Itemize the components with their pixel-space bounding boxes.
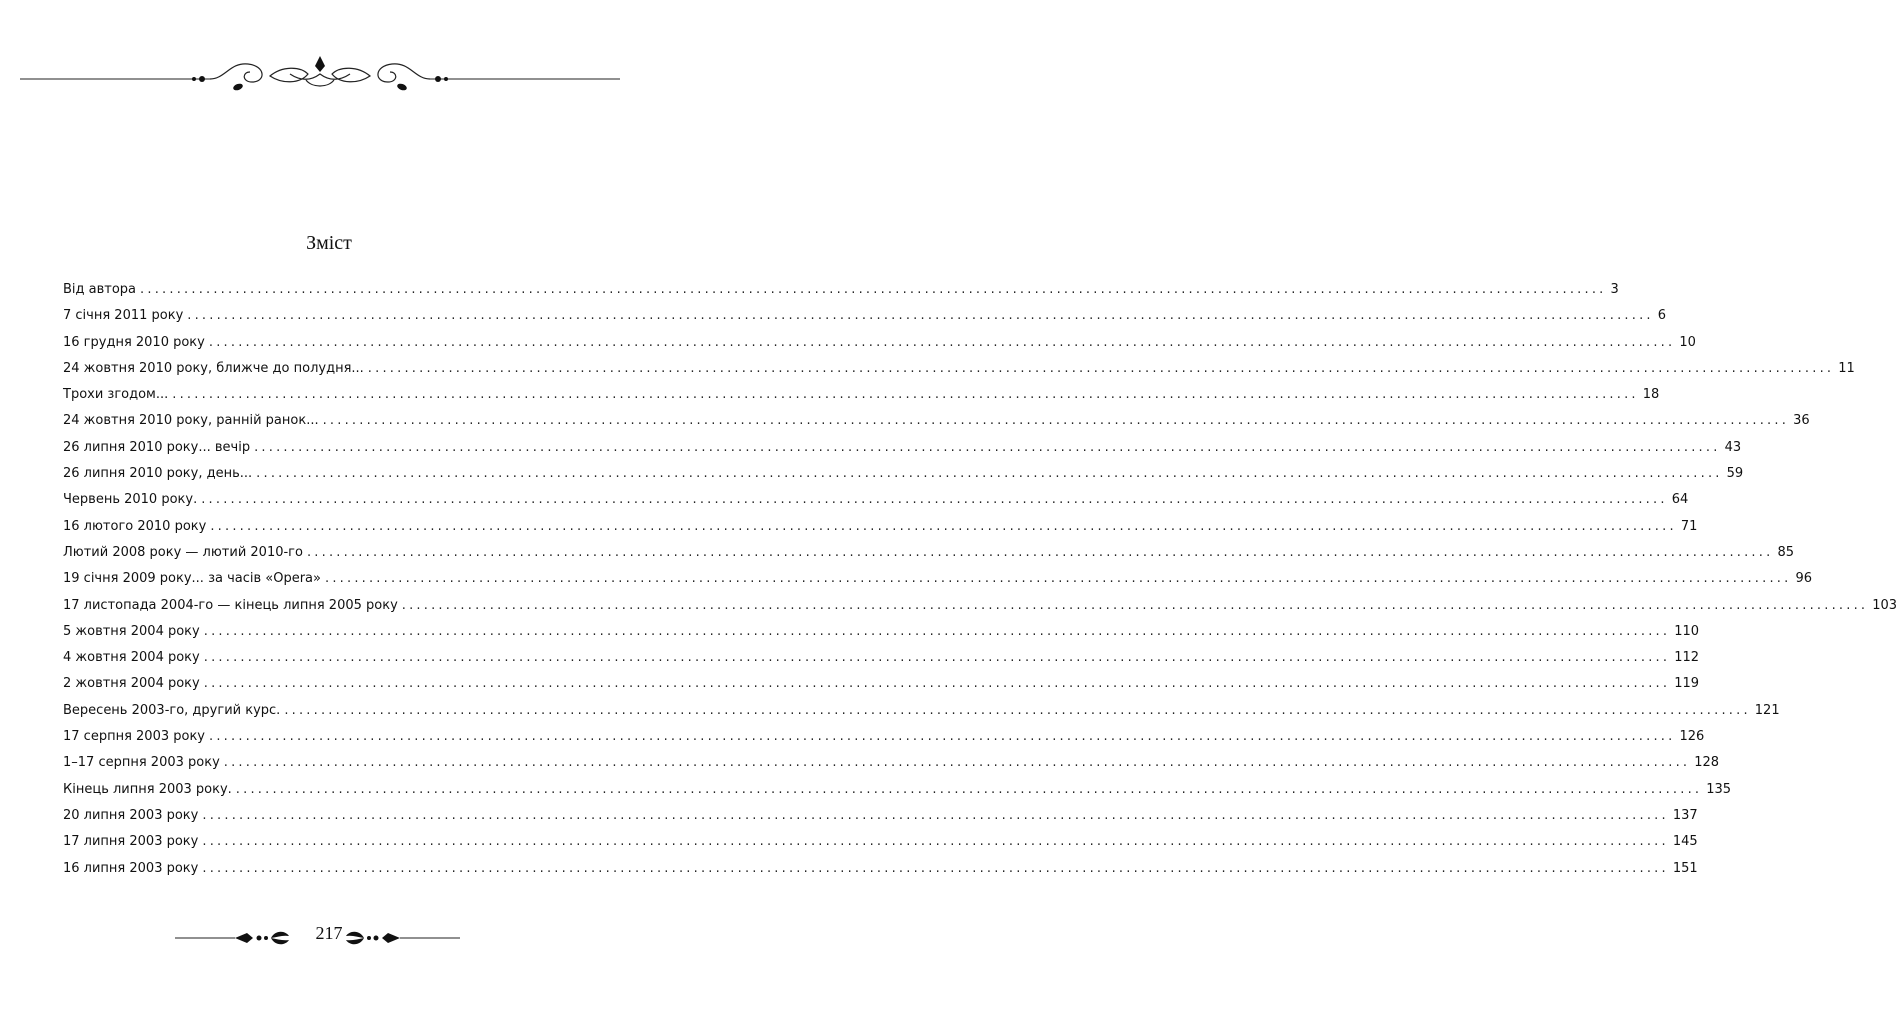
toc-entry — [63, 571, 1812, 597]
toc-entry — [63, 834, 1698, 860]
toc-entry-page: 110 — [1674, 623, 1700, 639]
toc-entry-page: 135 — [1706, 781, 1732, 797]
toc-dot-leader: ........................................................................................................................................................................................................ — [203, 623, 1671, 639]
toc-entry-title: Трохи згодом... — [63, 387, 169, 403]
toc-entry-page: 121 — [1754, 702, 1780, 718]
toc-dot-leader: ........................................................................................................................................................................................................ — [367, 360, 1835, 376]
toc-entry-title: 19 січня 2009 року... за часів «Opera» — [63, 571, 321, 587]
toc-dot-leader: ........................................................................................................................................................................................................ — [172, 387, 1639, 403]
toc-entry-page: 3 — [1610, 282, 1619, 297]
toc-entry — [63, 860, 1698, 887]
toc-dot-leader: ........................................................................................................................................................................................................ — [324, 571, 1792, 587]
toc-entry-title: Лютий 2008 року — лютий 2010-го — [63, 544, 303, 560]
toc-entry-title: 4 жовтня 2004 року — [63, 650, 200, 666]
toc-entry-page: 43 — [1724, 439, 1742, 455]
toc-entry — [63, 466, 1744, 492]
toc-entry-title: Червень 2010 року. — [63, 492, 198, 508]
toc-dot-leader: ........................................................................................................................................................................................................ — [202, 860, 1669, 876]
toc-entry-title: 24 жовтня 2010 року, ранній ранок... — [63, 413, 319, 429]
toc-entry-page: 119 — [1674, 676, 1700, 692]
toc-entry-title: 16 липня 2003 року — [63, 860, 199, 876]
toc-dot-leader: ........................................................................................................................................................................................................ — [284, 702, 1751, 718]
toc-entry-page: 85 — [1777, 544, 1794, 560]
toc-dot-leader: ........................................................................................................................................................................................................ — [322, 413, 1790, 429]
toc-dot-leader: ........................................................................................................................................................................................................ — [223, 755, 1691, 771]
page-title: Зміст — [306, 232, 352, 254]
toc-entry-page: 18 — [1642, 387, 1660, 403]
toc-entry-page: 6 — [1657, 308, 1667, 324]
toc-entry — [63, 729, 1705, 755]
toc-entry — [63, 518, 1698, 545]
toc-entry — [63, 650, 1700, 676]
toc-entry — [63, 334, 1696, 361]
toc-dot-leader: ........................................................................................................................................................................................................ — [254, 439, 1721, 455]
toc-entry-title: Вересень 2003-го, другий курс. — [63, 702, 281, 718]
toc-entry-title: Від автора — [63, 282, 137, 297]
toc-entry — [63, 702, 1780, 729]
toc-entry-title: 16 лютого 2010 року — [63, 518, 207, 534]
toc-entry-title: 20 липня 2003 року — [63, 807, 199, 823]
toc-entry-title: 5 жовтня 2004 року — [63, 623, 200, 639]
toc-entry-page: 103 — [1872, 597, 1897, 613]
toc-entry — [63, 308, 1667, 334]
toc-dot-leader: ........................................................................................................................................................................................................ — [235, 781, 1703, 797]
toc-entry-page: 11 — [1838, 360, 1855, 376]
toc-dot-leader: ........................................................................................................................................................................................................ — [210, 518, 1677, 534]
toc-dot-leader: ........................................................................................................................................................................................................ — [209, 729, 1676, 745]
toc-dot-leader: ........................................................................................................................................................................................................ — [187, 308, 1654, 324]
page-footer — [0, 918, 658, 958]
toc-dot-leader: ........................................................................................................................................................................................................ — [203, 650, 1671, 666]
toc-entry-title: 24 жовтня 2010 року, ближче до полудня... — [63, 360, 364, 376]
toc-dot-leader: ........................................................................................................................................................................................................ — [202, 834, 1669, 850]
toc-entry-title: 17 серпня 2003 року — [63, 729, 205, 745]
toc-entry-page: 59 — [1726, 466, 1744, 482]
toc-entry-page: 137 — [1672, 807, 1698, 823]
toc-entry-title: 16 грудня 2010 року — [63, 334, 205, 350]
toc-entry-title: 1–17 серпня 2003 року — [63, 755, 220, 771]
toc-entry — [63, 807, 1698, 834]
toc-entry-page: 112 — [1674, 650, 1700, 666]
toc-dot-leader: ........................................................................................................................................................................................................ — [140, 282, 1607, 297]
toc-entry-page: 145 — [1672, 834, 1698, 850]
toc-entry — [63, 492, 1689, 518]
toc-dot-leader: ........................................................................................................................................................................................................ — [203, 676, 1671, 692]
toc-entry — [63, 282, 1619, 308]
toc-entry — [63, 439, 1742, 466]
table-of-contents — [63, 282, 1897, 887]
toc-entry-title: 2 жовтня 2004 року — [63, 676, 200, 692]
page-number: 217 — [315, 923, 343, 943]
toc-entry-title: 26 липня 2010 року... вечір — [63, 439, 251, 455]
toc-entry-page: 128 — [1694, 755, 1720, 771]
toc-entry-title: 17 листопада 2004-го — кінець липня 2005 року — [63, 597, 398, 613]
toc-entry-page: 151 — [1672, 860, 1698, 876]
toc-entry-page: 36 — [1793, 413, 1810, 429]
toc-dot-leader: ........................................................................................................................................................................................................ — [208, 334, 1676, 350]
toc-entry — [63, 781, 1732, 808]
top-flourish-ornament — [20, 52, 620, 102]
toc-dot-leader: ........................................................................................................................................................................................................ — [306, 544, 1774, 560]
right-footer-ornament — [340, 926, 460, 950]
toc-entry-page: 10 — [1679, 334, 1696, 350]
toc-entry-title: Кінець липня 2003 року. — [63, 781, 232, 797]
toc-dot-leader: ........................................................................................................................................................................................................ — [202, 807, 1669, 823]
toc-entry — [63, 387, 1660, 413]
toc-entry-title: 7 січня 2011 року — [63, 308, 184, 324]
toc-entry — [63, 597, 1897, 624]
toc-entry — [63, 413, 1810, 439]
toc-entry-page: 64 — [1671, 492, 1689, 508]
toc-entry — [63, 755, 1720, 781]
toc-entry — [63, 360, 1855, 387]
toc-entry-page: 126 — [1679, 729, 1705, 745]
toc-dot-leader: ........................................................................................................................................................................................................ — [401, 597, 1869, 613]
toc-entry-page: 96 — [1795, 571, 1812, 587]
toc-dot-leader: ........................................................................................................................................................................................................ — [256, 466, 1723, 482]
toc-dot-leader: ........................................................................................................................................................................................................ — [201, 492, 1668, 508]
toc-entry — [63, 623, 1700, 650]
toc-entry-page: 71 — [1680, 518, 1698, 534]
toc-entry — [63, 544, 1794, 571]
toc-entry-title: 26 липня 2010 року, день... — [63, 466, 253, 482]
toc-entry — [63, 676, 1700, 702]
toc-entry-title: 17 липня 2003 року — [63, 834, 199, 850]
